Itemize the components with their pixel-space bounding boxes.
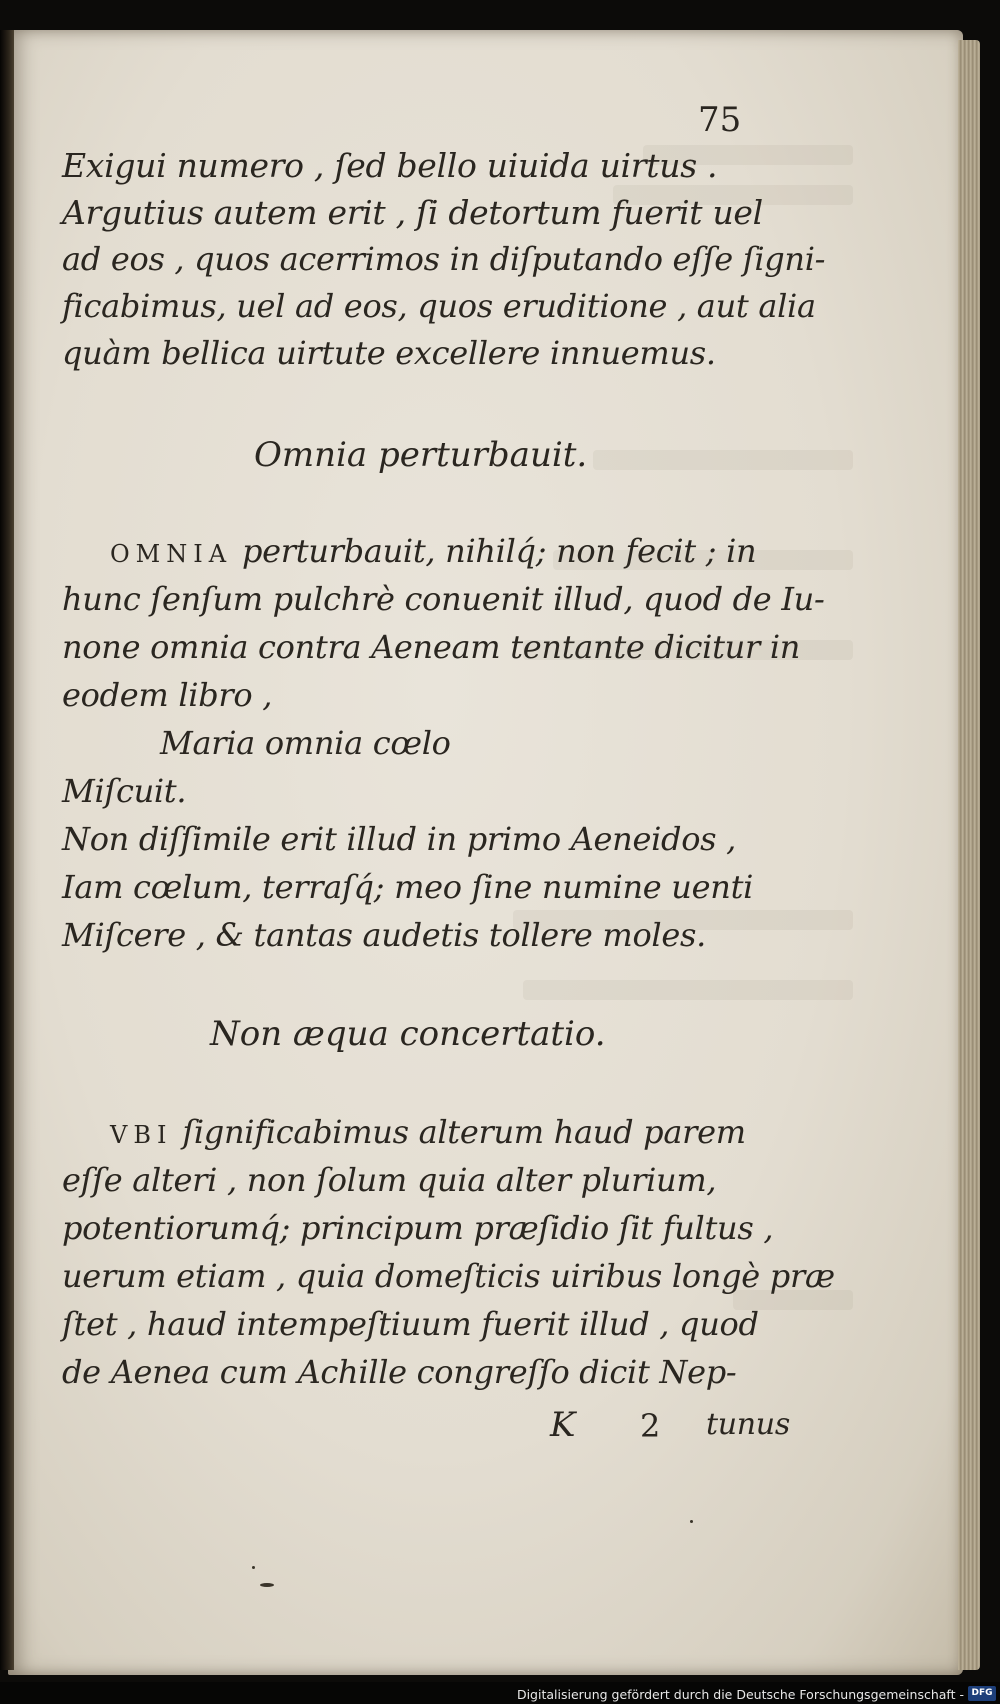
small-caps-initial: OMNIA (110, 540, 233, 568)
verse-line: Iam cœlum, terraſq́; meo ſine numine uenti (62, 868, 754, 906)
text-line: Exigui numero , ſed bello uiuida uirtus . (62, 146, 718, 185)
bleed-through-mark (593, 450, 853, 470)
text-line: Non diſſimile erit illud in primo Aeneidos , (62, 820, 737, 858)
page-stack-edge (958, 40, 980, 1670)
small-caps-initial: VBI (110, 1121, 173, 1149)
signature-number: 2 (640, 1407, 661, 1445)
section-heading: Non æqua concertatio. (210, 1014, 606, 1054)
text-line: ſtet , haud intempeſtiuum fuerit illud , quod (62, 1305, 759, 1343)
text-line: eodem libro , (62, 676, 273, 714)
text-line-rest: ſignificabimus alterum haud parem (182, 1113, 746, 1151)
text-line: ad eos , quos acerrimos in diſputando eſſe ſigni- (62, 240, 826, 278)
text-line-rest: perturbauit, nihilq́; non fecit ; in (241, 532, 757, 570)
text-line: uerum etiam , quia domeſticis uiribus longè præ (62, 1257, 835, 1295)
verse-line: Maria omnia cœlo (160, 724, 451, 762)
ink-speck (252, 1566, 255, 1569)
ink-speck (690, 1520, 693, 1523)
page-number: 75 (698, 100, 742, 140)
section-heading: Omnia perturbauit. (254, 435, 588, 475)
text-line: ficabimus, uel ad eos, quos eruditione , aut alia (62, 287, 816, 325)
verse-line: Miſcere , & tantas audetis tollere moles. (62, 916, 706, 954)
digitization-footer (0, 1682, 1000, 1704)
text-line-with-initial (110, 1113, 746, 1151)
text-line: eſſe alteri , non ſolum quia alter plurium, (62, 1161, 717, 1199)
text-line: hunc ſenſum pulchrè conuenit illud, quod de Iu- (62, 580, 825, 618)
text-line: Argutius autem erit , ſi detortum fuerit uel (62, 193, 763, 232)
dfg-logo: DFG (968, 1686, 996, 1701)
ink-speck (260, 1583, 274, 1587)
bleed-through-mark (523, 980, 853, 1000)
text-line: none omnia contra Aeneam tentante dicitur in (62, 628, 801, 666)
footer-credit: Digitalisierung gefördert durch die Deutsche Forschungsgemeinschaft - (516, 1687, 964, 1702)
verse-line: Miſcuit. (62, 772, 187, 810)
text-line: potentiorumq́; principum præſidio ſit fultus , (62, 1209, 774, 1247)
text-line: de Aenea cum Achille congreſſo dicit Nep- (62, 1353, 737, 1391)
text-line-with-initial (110, 532, 756, 570)
text-line: quàm bellica uirtute excellere innuemus. (62, 334, 716, 372)
book-spine-edge (0, 30, 14, 1670)
catchword: tunus (706, 1407, 790, 1442)
signature-mark: K (550, 1405, 576, 1445)
